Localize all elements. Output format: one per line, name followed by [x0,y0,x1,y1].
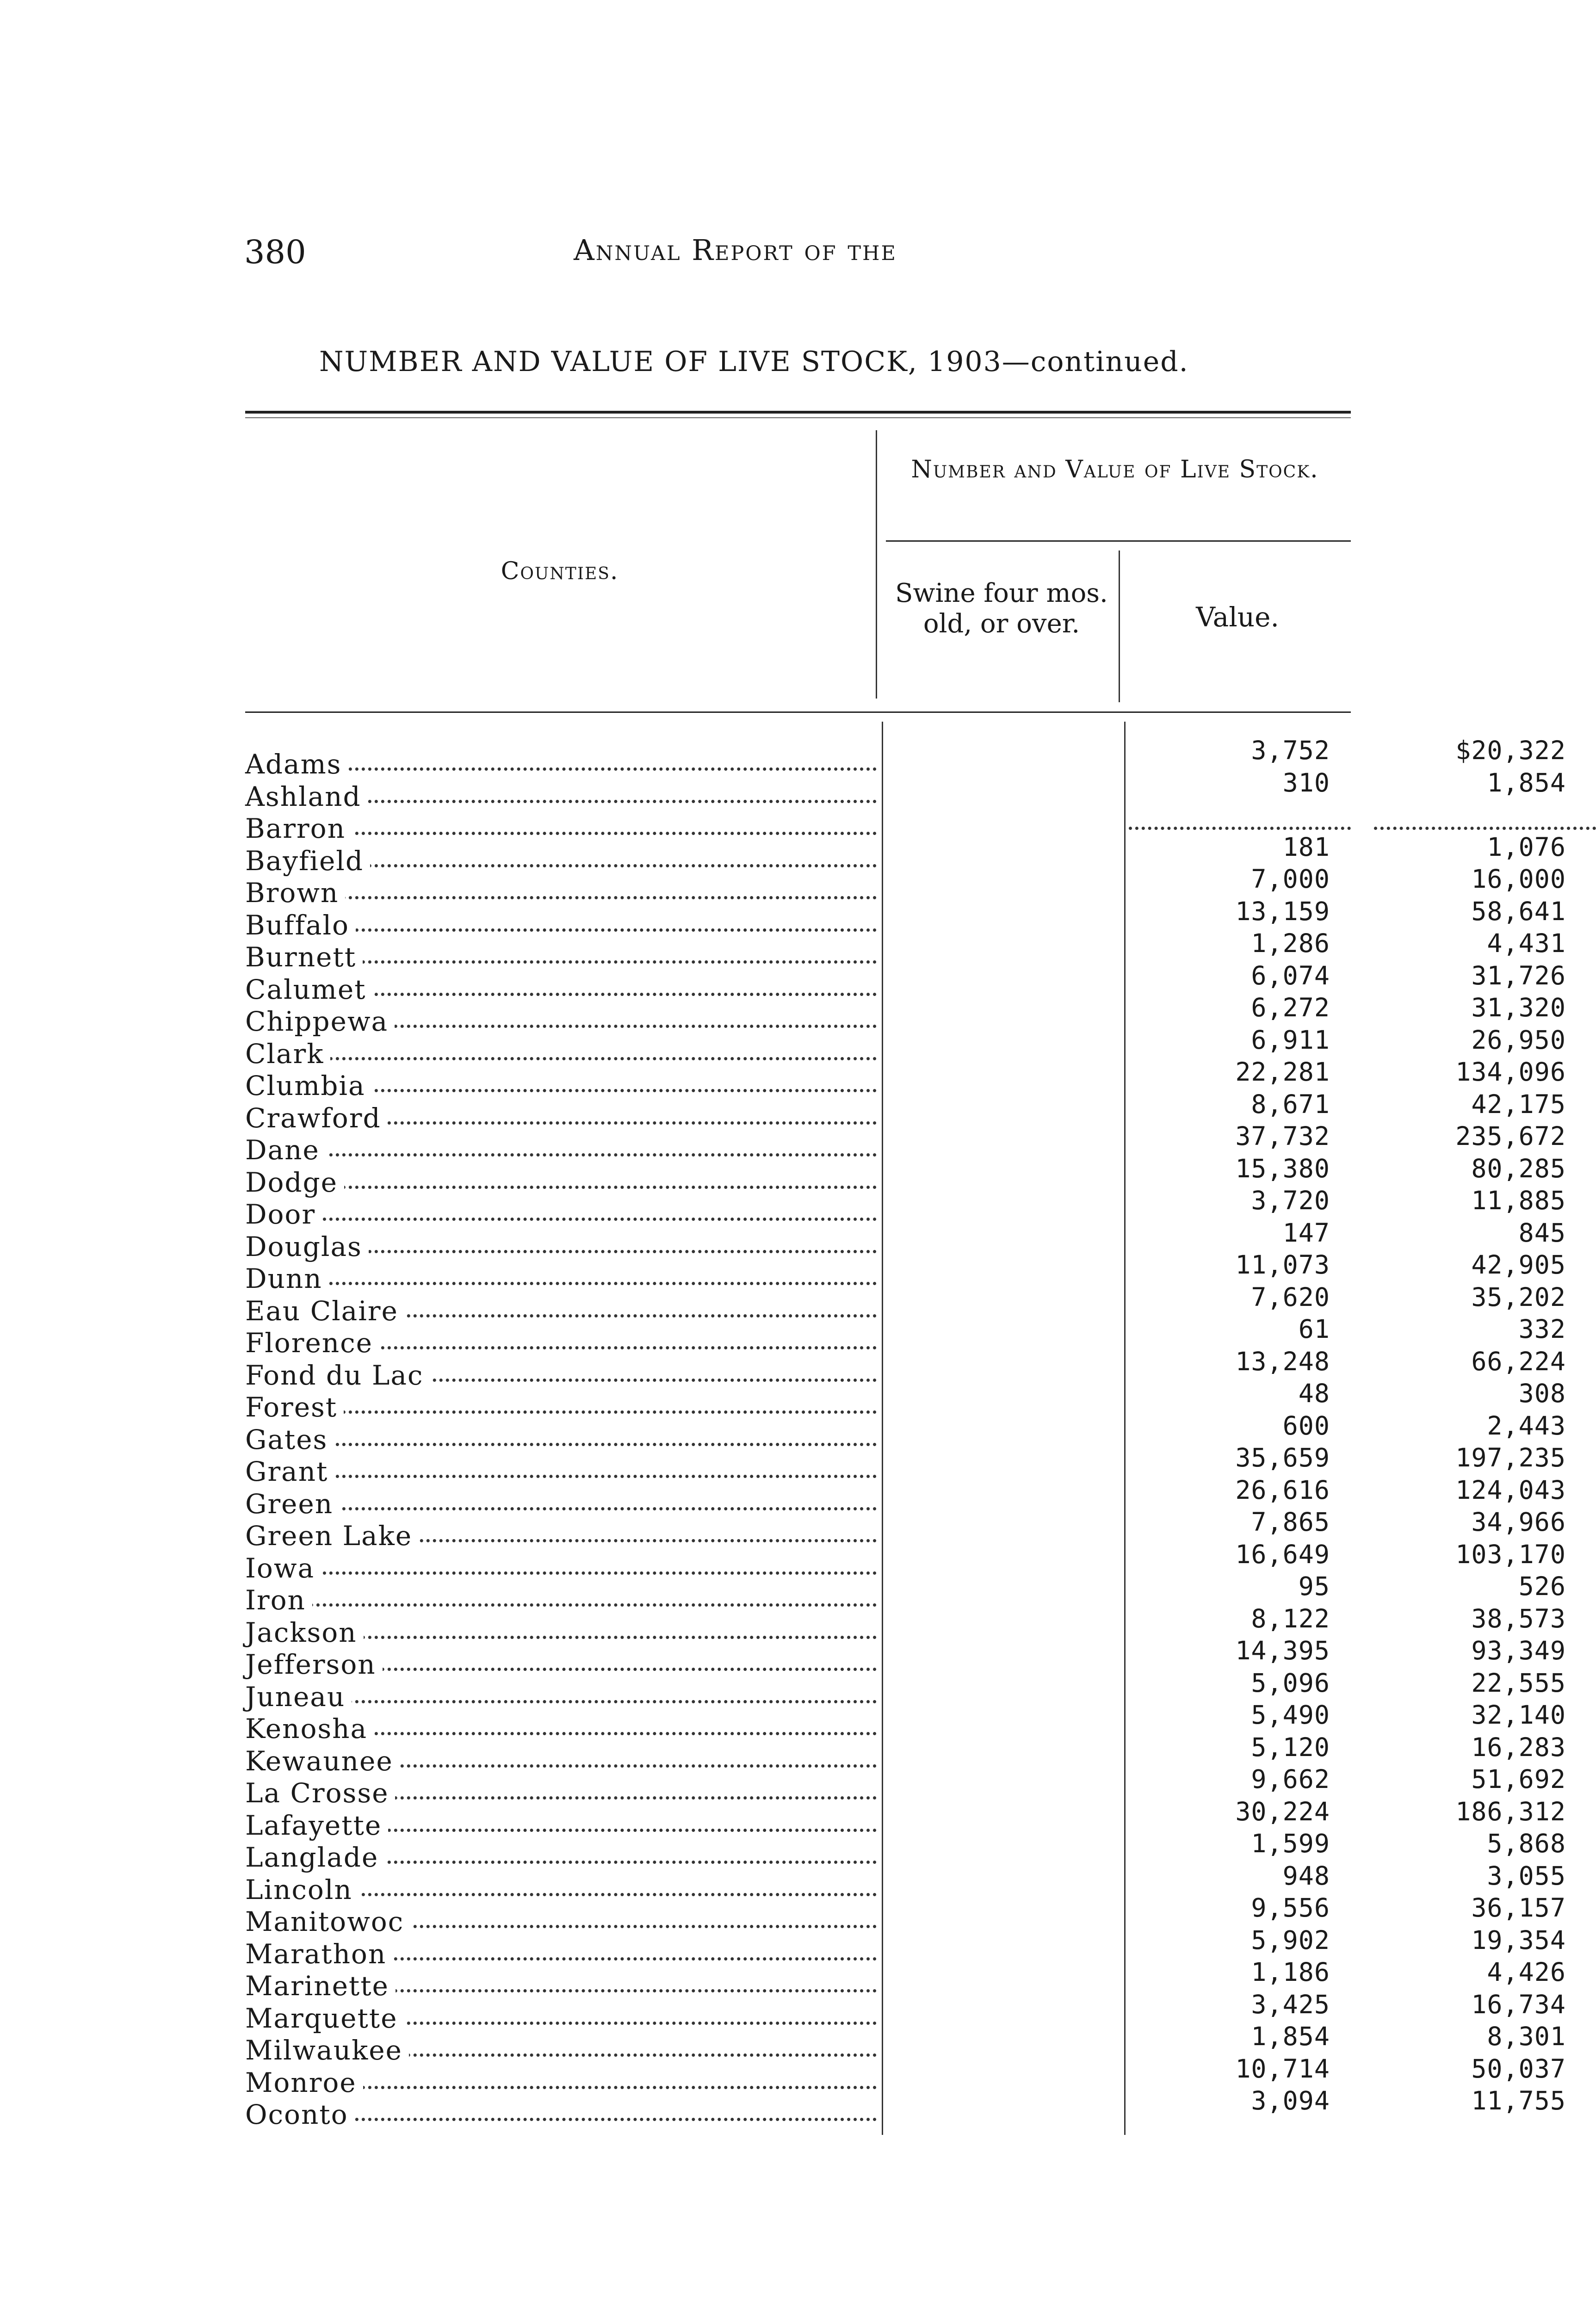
swine-count-cell: 8,671 [1251,1089,1330,1119]
table-row [245,2086,1566,2130]
county-cell [245,847,877,875]
county-cell [245,1072,877,1100]
value-cell: 103,170 [1455,1539,1566,1569]
swine-count-cell: 3,752 [1251,736,1330,765]
county-cell [245,750,877,778]
county-name: Chippewa [245,1006,395,1037]
county-cell [245,2004,877,2032]
county-name: Crawford [245,1102,388,1134]
county-name: Dane [245,1134,326,1166]
county-name: Barron [245,813,352,844]
value-cell: 197,235 [1455,1443,1566,1472]
county-name: La Crosse [245,1777,395,1809]
swine-count-cell: 310 [1282,767,1330,798]
county-name: Dunn [245,1263,329,1294]
top-rule-thick [245,411,1351,414]
column-divider-left-header [876,430,877,699]
county-cell [245,1297,877,1325]
county-cell [245,1616,877,1648]
swine-count-cell: 147 [1282,1218,1330,1248]
swine-count-cell: 3,720 [1251,1186,1330,1215]
value-cell: 32,140 [1471,1700,1566,1730]
county-cell [245,1166,877,1198]
swine-count-cell: 5,490 [1251,1700,1330,1730]
swine-count-cell: 35,659 [1235,1443,1330,1472]
county-cell [245,1779,877,1807]
county-name: Gates [245,1424,334,1455]
swine-count-cell: 948 [1282,1861,1330,1891]
value-cell: 526 [1518,1571,1566,1601]
dot-leader [245,1603,877,1607]
county-name: Clumbia [245,1070,372,1101]
county-cell [245,879,877,907]
county-cell [245,973,877,1005]
swine-count-cell: 13,248 [1235,1346,1330,1376]
dot-leader [245,1057,877,1060]
swine-count-cell: 14,395 [1235,1636,1330,1665]
county-cell [245,1393,877,1421]
value-cell: 42,175 [1471,1089,1566,1119]
swine-count-cell: 181 [1282,832,1330,862]
value-cell: 35,202 [1471,1282,1566,1312]
value-cell: 36,157 [1471,1893,1566,1923]
value-cell: 332 [1518,1314,1566,1344]
swine-count-cell: 7,865 [1251,1507,1330,1537]
county-cell [245,1683,877,1711]
county-name: Dodge [245,1167,344,1198]
group-underline [886,540,1351,542]
value-cell: 2,443 [1487,1410,1566,1441]
value-cell: $20,322 [1455,736,1566,765]
swine-count-cell: 48 [1298,1379,1330,1408]
value-cell: 16,734 [1471,1989,1566,2019]
county-name: Manitowoc [245,1906,410,1937]
value-cell: 58,641 [1471,896,1566,926]
county-cell [245,1715,877,1743]
value-cell: 1,854 [1487,767,1566,798]
county-cell [245,1843,877,1871]
value-cell: 22,555 [1471,1668,1566,1698]
county-name: Marquette [245,2003,404,2034]
value-cell: 50,037 [1471,2053,1566,2084]
county-name: Douglas [245,1231,369,1262]
county-cell [245,1747,877,1775]
dot-leader [245,1218,877,1221]
county-cell [245,1522,877,1550]
county-cell [245,1458,877,1485]
counties-header: Counties. [501,557,619,585]
value-cell: 16,000 [1471,864,1566,894]
value-cell: 4,426 [1487,1957,1566,1987]
value-cell: 845 [1518,1218,1566,1248]
county-cell [245,2036,877,2064]
swine-count-cell: 5,120 [1251,1732,1330,1762]
value-cell: 308 [1518,1379,1566,1408]
county-name: Lafayette [245,1810,388,1841]
dot-leader [245,1153,877,1156]
value-cell: 31,726 [1471,960,1566,990]
value-cell: 235,672 [1455,1121,1566,1151]
county-cell [245,1329,877,1357]
county-name: Kewaunee [245,1745,400,1777]
page-number: 380 [244,233,306,271]
value-cell: 42,905 [1471,1250,1566,1280]
county-cell [245,1876,877,1904]
header-bottom-rule [245,711,1351,713]
county-name: Jackson [245,1617,364,1648]
county-name: Door [245,1199,322,1230]
swine-count-cell: 1,599 [1251,1829,1330,1858]
value-cell: 16,283 [1471,1732,1566,1762]
dot-leader [245,1507,877,1510]
county-cell [245,1361,877,1389]
table-title: NUMBER AND VALUE OF LIVE STOCK, 1903—continued. [319,346,1189,378]
swine-count-cell: 95 [1298,1571,1330,1601]
county-name: Ashland [245,781,368,812]
value-cell: 5,868 [1487,1829,1566,1858]
county-cell [245,2066,877,2098]
county-name: Oconto [245,2099,355,2130]
county-name: Monroe [245,2067,363,2098]
county-name: Juneau [245,1681,352,1713]
swine-count-cell: 15,380 [1235,1153,1330,1183]
county-cell [245,943,877,971]
county-cell [245,1586,877,1614]
county-name: Marathon [245,1938,393,1970]
swine-count-cell: 1,186 [1251,1957,1330,1987]
swine-count-cell: 3,425 [1251,1989,1330,2019]
county-cell [245,1040,877,1068]
county-cell [245,780,877,812]
value-cell: 124,043 [1455,1475,1566,1505]
county-name: Florence [245,1327,379,1359]
county-name: Fond du Lac [245,1360,430,1391]
county-name: Buffalo [245,909,356,941]
county-cell [245,1908,877,1936]
value-cell: 11,755 [1471,2086,1566,2115]
swine-count-cell: 9,662 [1251,1764,1330,1794]
county-name: Brown [245,877,345,909]
swine-count-cell: 6,074 [1251,960,1330,990]
value-cell: 26,950 [1471,1025,1566,1055]
value-cell: 134,096 [1455,1057,1566,1087]
county-name: Burnett [245,941,363,973]
county-cell [245,1809,877,1841]
dot-leader [245,1571,877,1575]
dot-leader [245,1475,877,1478]
swine-count-cell: 61 [1298,1314,1330,1344]
swine-count-cell: 13,159 [1235,896,1330,926]
county-name: Jefferson [245,1649,383,1680]
table-body [245,736,1566,2130]
value-cell: 186,312 [1455,1796,1566,1826]
value-cell: 8,301 [1487,2022,1566,2051]
county-name: Marinette [245,1970,396,2002]
value-cell: 31,320 [1471,993,1566,1022]
swine-count-cell: 3,094 [1251,2086,1330,2115]
swine-count-cell: 22,281 [1235,1057,1330,1087]
swine-count-cell: 1,286 [1251,928,1330,958]
swine-count-cell: 26,616 [1235,1475,1330,1505]
column-group-header: Number and Value of Live Stock. [911,456,1319,483]
county-name: Green Lake [245,1520,419,1552]
county-cell [245,1972,877,2000]
swine-count-cell: 37,732 [1235,1121,1330,1151]
swine-count-cell: 1,854 [1251,2022,1330,2051]
value-cell: 51,692 [1471,1764,1566,1794]
county-name: Grant [245,1456,334,1487]
county-cell [245,1200,877,1228]
running-head: Annual Report of the [574,233,897,267]
swine-count-cell: 11,073 [1235,1250,1330,1280]
value-cell: 1,076 [1487,832,1566,862]
swine-count-cell [1129,813,1351,830]
dot-leader [245,1443,877,1446]
county-cell [245,1490,877,1518]
swine-count-cell: 30,224 [1235,1796,1330,1826]
value-cell: 3,055 [1487,1861,1566,1891]
county-cell [245,1423,877,1455]
swine-count-cell: 16,649 [1235,1539,1330,1569]
county-name: Kenosha [245,1713,374,1744]
swine-count-cell: 10,714 [1235,2053,1330,2084]
value-cell: 19,354 [1471,1925,1566,1955]
value-cell: 80,285 [1471,1153,1566,1183]
county-cell [245,1265,877,1293]
county-cell [245,1651,877,1678]
swine-count-cell: 5,096 [1251,1668,1330,1698]
value-cell: 93,349 [1471,1636,1566,1665]
county-name: Bayfield [245,845,370,877]
county-cell [245,1554,877,1582]
dot-leader [245,1282,877,1285]
swine-count-cell: 8,122 [1251,1603,1330,1633]
county-cell [245,1008,877,1035]
value-cell: 66,224 [1471,1346,1566,1376]
county-name: Forest [245,1392,344,1423]
county-cell [245,911,877,939]
value-header: Value. [1196,601,1279,633]
county-name: Lincoln [245,1874,359,1905]
county-name: Eau Claire [245,1295,405,1327]
value-cell: 34,966 [1471,1507,1566,1537]
county-cell [245,1104,877,1132]
county-cell [245,1233,877,1261]
county-name: Clark [245,1038,330,1070]
swine-count-cell: 6,272 [1251,993,1330,1022]
county-name: Calumet [245,974,373,1005]
top-rule-thin [245,417,1351,418]
swine-count-cell: 600 [1282,1410,1330,1441]
county-cell [245,815,877,842]
swine-count-cell: 5,902 [1251,1925,1330,1955]
value-cell: 38,573 [1471,1603,1566,1633]
value-cell: 11,885 [1471,1186,1566,1215]
swine-count-cell: 9,556 [1251,1893,1330,1923]
table-row [245,767,1566,812]
county-name: Green [245,1488,340,1520]
county-cell [245,1940,877,1968]
swine-header: Swine four mos. old, or over. [895,578,1108,639]
swine-count-cell: 6,911 [1251,1025,1330,1055]
county-name: Adams [245,748,348,780]
swine-count-cell: 7,620 [1251,1282,1330,1312]
county-name: Iowa [245,1552,321,1584]
value-cell: 4,431 [1487,928,1566,958]
swine-count-cell: 7,000 [1251,864,1330,894]
county-name: Milwaukee [245,2035,409,2066]
value-cell [1374,813,1596,830]
county-cell [245,1136,877,1164]
county-name: Iron [245,1584,312,1616]
county-name: Langlade [245,1842,385,1873]
county-cell [245,2101,877,2128]
